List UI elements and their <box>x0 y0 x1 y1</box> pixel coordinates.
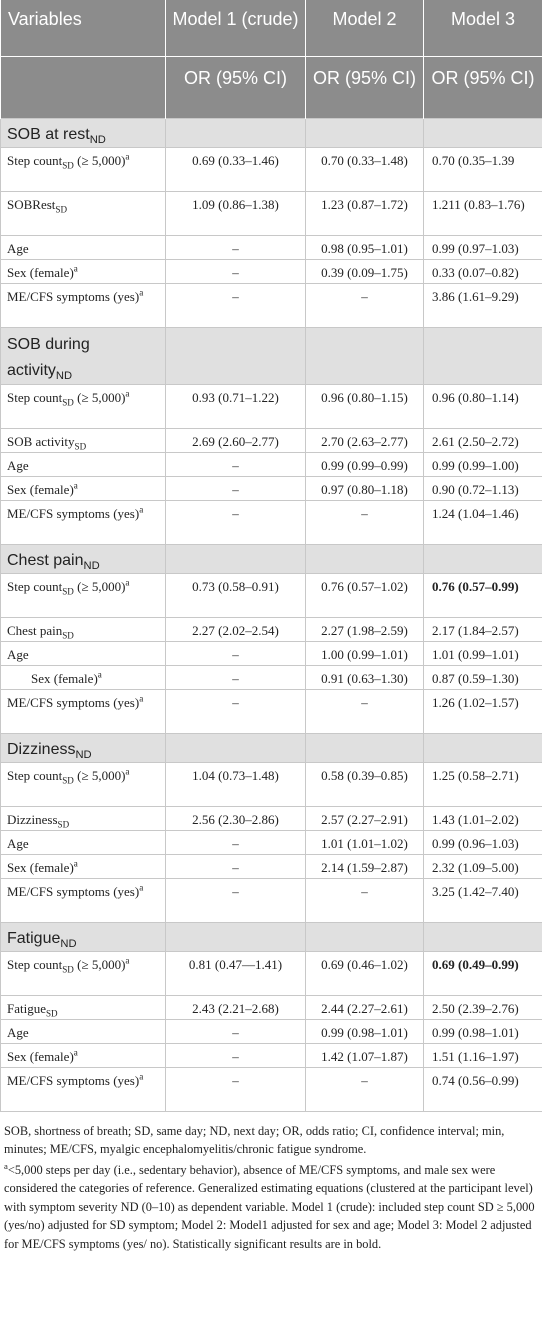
section-row <box>1 544 542 573</box>
row-label-text: Sex (female) <box>7 264 74 280</box>
table-row <box>1 428 542 452</box>
abbreviations-note: SOB, shortness of breath; SD, same day; ND, next day; OR, odds ratio; CI, confidence interval; min, minutes; ME/CFS, myalgic encephalomyelitis/chronic fatigue syndrome. <box>4 1123 505 1156</box>
row-label-sub: SD <box>62 586 74 597</box>
section-blank-cell <box>166 544 306 573</box>
model-2-cell: 0.97 (0.80–1.18) <box>306 476 424 500</box>
row-label-sup: a <box>139 1071 144 1082</box>
model-3-cell: 3.25 (1.42–7.40) <box>424 878 542 922</box>
model-3-cell: 1.211 (0.83–1.76) <box>424 191 542 235</box>
model-1-cell: – <box>166 259 306 283</box>
row-label-sup: a <box>139 882 144 893</box>
model-1-cell: – <box>166 1067 306 1111</box>
model-1-cell: – <box>166 1043 306 1067</box>
section-title-text: SOB at rest <box>7 125 90 143</box>
model-1-cell: 2.43 (2.21–2.68) <box>166 995 306 1019</box>
row-label-text: Age <box>7 240 29 256</box>
section-title-sub: ND <box>75 748 92 761</box>
section-blank-cell <box>306 327 424 384</box>
model-2-cell: 0.91 (0.63–1.30) <box>306 665 424 689</box>
row-label-text: Step count <box>7 389 63 405</box>
row-label-sup: a <box>139 287 144 298</box>
table-row <box>1 191 542 235</box>
section-row <box>1 922 542 951</box>
row-label-sub: SD <box>62 775 74 786</box>
row-label-text: ME/CFS symptoms (yes) <box>7 694 140 710</box>
model-3-cell: 1.01 (0.99–1.01) <box>424 641 542 665</box>
row-label-text: Age <box>7 646 29 662</box>
header-variables: Variables <box>1 0 166 56</box>
row-label-sup: a <box>139 504 144 515</box>
row-label-sup: a <box>125 955 130 966</box>
model-2-cell: 0.69 (0.46–1.02) <box>306 951 424 995</box>
row-label <box>1 951 166 995</box>
row-label-text: Age <box>7 1024 29 1040</box>
model-2-cell: 2.27 (1.98–2.59) <box>306 617 424 641</box>
row-label <box>1 384 166 428</box>
table-row <box>1 854 542 878</box>
row-label-text: Step count <box>7 767 63 783</box>
section-title <box>1 733 166 762</box>
row-label-text: Step count <box>7 578 63 594</box>
row-label <box>1 500 166 544</box>
row-label-rest: (≥ 5,000) <box>73 389 126 405</box>
row-label <box>1 995 166 1019</box>
row-label <box>1 235 166 259</box>
section-blank-cell <box>424 327 542 384</box>
row-label-text: Step count <box>7 152 63 168</box>
row-label <box>1 641 166 665</box>
model-2-cell: 0.99 (0.99–0.99) <box>306 452 424 476</box>
model-1-cell: – <box>166 854 306 878</box>
model-3-cell: 0.99 (0.99–1.00) <box>424 452 542 476</box>
model-1-cell: 2.69 (2.60–2.77) <box>166 428 306 452</box>
table-row <box>1 1043 542 1067</box>
model-3-cell: 1.51 (1.16–1.97) <box>424 1043 542 1067</box>
model-3-cell: 1.25 (0.58–2.71) <box>424 762 542 806</box>
section-title-sub: ND <box>83 559 100 572</box>
table-row <box>1 951 542 995</box>
row-label-rest: (≥ 5,000) <box>73 152 126 168</box>
section-blank-cell <box>166 118 306 147</box>
model-3-cell: 1.26 (1.02–1.57) <box>424 689 542 733</box>
table-row <box>1 830 542 854</box>
row-label <box>1 689 166 733</box>
row-label <box>1 476 166 500</box>
model-2-cell: – <box>306 689 424 733</box>
model-1-cell: 0.73 (0.58–0.91) <box>166 573 306 617</box>
section-blank-cell <box>306 922 424 951</box>
section-blank-cell <box>424 922 542 951</box>
row-label <box>1 1043 166 1067</box>
table-row <box>1 689 542 733</box>
model-2-cell: 0.58 (0.39–0.85) <box>306 762 424 806</box>
footnote-a <box>4 1161 538 1254</box>
model-3-cell: 0.99 (0.98–1.01) <box>424 1019 542 1043</box>
row-label <box>1 191 166 235</box>
table-notes <box>0 1112 542 1254</box>
row-label-sup: a <box>125 766 130 777</box>
model-3-cell: 1.24 (1.04–1.46) <box>424 500 542 544</box>
row-label-text: Sex (female) <box>31 670 98 686</box>
model-3-cell: 2.32 (1.09–5.00) <box>424 854 542 878</box>
model-3-cell: 2.17 (1.84–2.57) <box>424 617 542 641</box>
row-label-sup: a <box>73 263 78 274</box>
model-2-cell: – <box>306 500 424 544</box>
model-3-cell: 1.43 (1.01–2.02) <box>424 806 542 830</box>
row-label-text: Sex (female) <box>7 1048 74 1064</box>
row-label-sub: SD <box>62 630 74 641</box>
table-row <box>1 617 542 641</box>
table-row <box>1 1019 542 1043</box>
section-blank-cell <box>306 733 424 762</box>
row-label <box>1 573 166 617</box>
section-blank-cell <box>424 544 542 573</box>
row-label-text: ME/CFS symptoms (yes) <box>7 505 140 521</box>
table-row <box>1 665 542 689</box>
model-1-cell: – <box>166 283 306 327</box>
row-label-text: ME/CFS symptoms (yes) <box>7 1072 140 1088</box>
header-model-3: Model 3 <box>424 0 542 56</box>
model-1-cell: – <box>166 1019 306 1043</box>
row-label-sup: a <box>125 388 130 399</box>
row-label-rest: (≥ 5,000) <box>73 767 126 783</box>
model-3-cell: 0.76 (0.57–0.99) <box>424 573 542 617</box>
model-2-cell: 2.44 (2.27–2.61) <box>306 995 424 1019</box>
model-1-cell: – <box>166 235 306 259</box>
model-1-cell: – <box>166 830 306 854</box>
model-2-cell: – <box>306 878 424 922</box>
section-title-text: Fatigue <box>7 929 61 947</box>
model-2-cell: – <box>306 283 424 327</box>
model-1-cell: – <box>166 665 306 689</box>
model-1-cell: 1.09 (0.86–1.38) <box>166 191 306 235</box>
row-label-sup: a <box>125 577 130 588</box>
model-1-cell: 2.56 (2.30–2.86) <box>166 806 306 830</box>
model-1-cell: 2.27 (2.02–2.54) <box>166 617 306 641</box>
row-label-sub: SD <box>62 160 74 171</box>
model-1-cell: – <box>166 476 306 500</box>
model-1-cell: – <box>166 878 306 922</box>
model-1-cell: 1.04 (0.73–1.48) <box>166 762 306 806</box>
row-label <box>1 259 166 283</box>
footnote-text: <5,000 steps per day (i.e., sedentary behavior), absence of ME/CFS symptoms, and male sex were considered the categories of reference. Generalized estimating equations (clustered at the participant level) with symptom severity ND (0–10) as dependent variable. Model 1 (crude): included step count SD ≥ 5,000 (yes/no) adjusted for SD symptom; Model 2: Model1 adjusted for sex and age; Model 3: Model 2 adjusted for ME/CFS symptoms (yes/ no). Statistically significant results are in bold. <box>4 1162 535 1251</box>
model-3-cell: 0.33 (0.07–0.82) <box>424 259 542 283</box>
row-label-text: Age <box>7 457 29 473</box>
section-blank-cell <box>424 733 542 762</box>
model-2-cell: 0.39 (0.09–1.75) <box>306 259 424 283</box>
row-label <box>1 428 166 452</box>
section-blank-cell <box>166 922 306 951</box>
table-row <box>1 259 542 283</box>
table-row <box>1 762 542 806</box>
section-title <box>1 922 166 951</box>
model-3-cell: 0.99 (0.96–1.03) <box>424 830 542 854</box>
row-label <box>1 1019 166 1043</box>
row-label <box>1 1067 166 1111</box>
section-blank-cell <box>166 327 306 384</box>
row-label-sup: a <box>125 151 130 162</box>
row-label-sup: a <box>73 1047 78 1058</box>
section-title-text: Chest pain <box>7 551 84 569</box>
model-3-cell: 3.86 (1.61–9.29) <box>424 283 542 327</box>
model-2-cell: – <box>306 1067 424 1111</box>
row-label-text: Dizziness <box>7 811 58 827</box>
section-title-sub: ND <box>55 369 73 382</box>
row-label <box>1 806 166 830</box>
table-row <box>1 573 542 617</box>
table-row <box>1 878 542 922</box>
table-row <box>1 641 542 665</box>
model-3-cell: 0.90 (0.72–1.13) <box>424 476 542 500</box>
model-2-cell: 1.42 (1.07–1.87) <box>306 1043 424 1067</box>
section-title <box>1 327 166 384</box>
row-label-text: Age <box>7 835 29 851</box>
row-label <box>1 830 166 854</box>
table-row <box>1 806 542 830</box>
model-2-cell: 0.98 (0.95–1.01) <box>306 235 424 259</box>
section-title-sub: ND <box>89 133 106 146</box>
table-row <box>1 476 542 500</box>
section-title-text: Dizziness <box>7 740 76 758</box>
model-2-cell: 1.01 (1.01–1.02) <box>306 830 424 854</box>
row-label <box>1 617 166 641</box>
row-label <box>1 452 166 476</box>
row-label-sub: SD <box>62 964 74 975</box>
model-3-cell: 2.50 (2.39–2.76) <box>424 995 542 1019</box>
footnote-mark: a <box>4 1160 8 1171</box>
row-label <box>1 762 166 806</box>
section-title <box>1 544 166 573</box>
table-row <box>1 500 542 544</box>
row-label-text: Chest pain <box>7 622 63 638</box>
model-1-cell: 0.81 (0.47––1.41) <box>166 951 306 995</box>
section-blank-cell <box>424 118 542 147</box>
table-row <box>1 384 542 428</box>
table-row <box>1 452 542 476</box>
model-3-cell: 0.99 (0.97–1.03) <box>424 235 542 259</box>
table-row <box>1 995 542 1019</box>
row-label-sub: SD <box>46 1008 58 1019</box>
model-2-cell: 2.70 (2.63–2.77) <box>306 428 424 452</box>
model-2-cell: 2.14 (1.59–2.87) <box>306 854 424 878</box>
section-row <box>1 327 542 384</box>
table-row <box>1 147 542 191</box>
section-blank-cell <box>306 118 424 147</box>
header-model-2: Model 2 <box>306 0 424 56</box>
model-3-cell: 0.70 (0.35–1.39 <box>424 147 542 191</box>
model-2-cell: 0.96 (0.80–1.15) <box>306 384 424 428</box>
row-label-text: SOBRest <box>7 196 56 212</box>
row-label-text: SOB activity <box>7 433 75 449</box>
model-1-cell: – <box>166 689 306 733</box>
model-1-cell: 0.69 (0.33–1.46) <box>166 147 306 191</box>
header-or-ci-3: OR (95% CI) <box>424 56 542 118</box>
row-label-rest: (≥ 5,000) <box>73 956 126 972</box>
section-title-sub: ND <box>60 937 77 950</box>
model-2-cell: 0.99 (0.98–1.01) <box>306 1019 424 1043</box>
model-1-cell: – <box>166 500 306 544</box>
row-label <box>1 283 166 327</box>
row-label-sup: a <box>139 693 144 704</box>
row-label-text: Step count <box>7 956 63 972</box>
model-3-cell: 0.96 (0.80–1.14) <box>424 384 542 428</box>
header-blank <box>1 56 166 118</box>
table-row <box>1 283 542 327</box>
row-label-sup: a <box>73 480 78 491</box>
model-2-cell: 2.57 (2.27–2.91) <box>306 806 424 830</box>
section-title-text: SOB during activity <box>7 335 90 379</box>
row-label-text: Fatigue <box>7 1000 46 1016</box>
model-2-cell: 1.23 (0.87–1.72) <box>306 191 424 235</box>
row-label-sup: a <box>73 858 78 869</box>
model-2-cell: 0.76 (0.57–1.02) <box>306 573 424 617</box>
section-blank-cell <box>306 544 424 573</box>
row-label-text: Sex (female) <box>7 481 74 497</box>
row-label-sub: SD <box>62 397 74 408</box>
section-blank-cell <box>166 733 306 762</box>
row-label <box>1 854 166 878</box>
model-3-cell: 0.74 (0.56–0.99) <box>424 1067 542 1111</box>
row-label-rest: (≥ 5,000) <box>73 578 126 594</box>
row-label-sub: SD <box>55 204 68 215</box>
table-row <box>1 1067 542 1111</box>
row-label-text: ME/CFS symptoms (yes) <box>7 883 140 899</box>
table-row <box>1 235 542 259</box>
model-3-cell: 0.87 (0.59–1.30) <box>424 665 542 689</box>
row-label-sup: a <box>97 669 102 680</box>
model-2-cell: 0.70 (0.33–1.48) <box>306 147 424 191</box>
table-body <box>1 118 542 1111</box>
row-label <box>1 665 166 689</box>
model-1-cell: – <box>166 452 306 476</box>
row-label-text: ME/CFS symptoms (yes) <box>7 288 140 304</box>
row-label <box>1 147 166 191</box>
row-label-text: Sex (female) <box>7 859 74 875</box>
section-row <box>1 733 542 762</box>
header-model-1: Model 1 (crude) <box>166 0 306 56</box>
section-row <box>1 118 542 147</box>
model-3-cell: 2.61 (2.50–2.72) <box>424 428 542 452</box>
section-title <box>1 118 166 147</box>
model-1-cell: 0.93 (0.71–1.22) <box>166 384 306 428</box>
model-1-cell: – <box>166 641 306 665</box>
model-3-cell: 0.69 (0.49–0.99) <box>424 951 542 995</box>
row-label-sub: SD <box>57 819 70 830</box>
row-label-sub: SD <box>74 441 87 452</box>
table-header <box>1 0 542 118</box>
header-or-ci-2: OR (95% CI) <box>306 56 424 118</box>
row-label <box>1 878 166 922</box>
header-or-ci-1: OR (95% CI) <box>166 56 306 118</box>
model-2-cell: 1.00 (0.99–1.01) <box>306 641 424 665</box>
